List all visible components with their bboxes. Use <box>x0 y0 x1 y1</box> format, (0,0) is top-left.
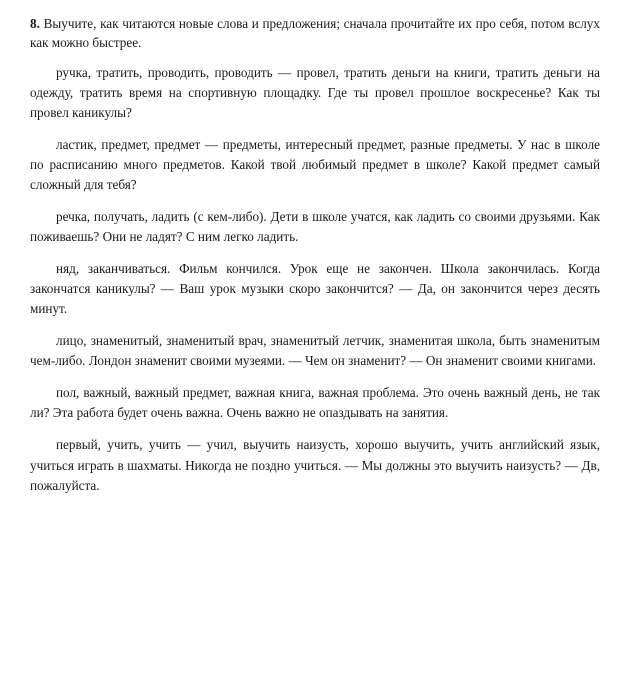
exercise-instruction: Выучите, как читаются новые слова и предложения; сначала прочитайте их про себя, потом вслух как можно быстрее. <box>30 16 600 51</box>
exercise-number: 8. <box>30 16 40 31</box>
paragraph-3: речка, получать, ладить (с кем-либо). Дети в школе учатся, как ладить со своими друзьями. Как поживаешь? Они не ладят? С ним легко ладить. <box>30 208 600 244</box>
exercise-heading <box>30 14 600 53</box>
paragraph-7: первый, учить, учить — учил, выучить наизусть, хорошо выучить, учить английский язык, учиться играть в шахматы. Никогда не поздно учиться. — Мы должны это выучить наизусть? — Дв, пожалуйста. <box>30 437 600 493</box>
paragraph-2: ластик, предмет, предмет — предметы, интересный предмет, разные предметы. У нас в школе по расписанию много предметов. Какой твой любимый предмет в школе? Какой предмет самый сложный для тебя? <box>30 136 600 192</box>
paragraph-6: пол, важный, важный предмет, важная книга, важная проблема. Это очень важный день, не так ли? Эта работа будет очень важна. Очень важно не опаздывать на занятия. <box>30 385 600 421</box>
paragraph-1: ручка, тратить, проводить, проводить — провел, тратить деньги на книги, тратить деньги на одежду, тратить время на спортивную площадку. Где ты провел прошлое воскресенье? Как ты провел каникулы? <box>30 64 600 120</box>
paragraph-5: лицо, знаменитый, знаменитый врач, знаменитый летчик, знаменитая школа, быть знаменитым чем-либо. Лондон знаменит своими музеями. — Чем он знаменит? — Он знаменит своими книгами. <box>30 333 600 369</box>
paragraph-4: няд, заканчиваться. Фильм кончился. Урок еще не закончен. Школа закончилась. Когда закончатся каникулы? — Ваш урок музыки скоро закончится? — Да, он закончится через десять минут. <box>30 261 600 317</box>
